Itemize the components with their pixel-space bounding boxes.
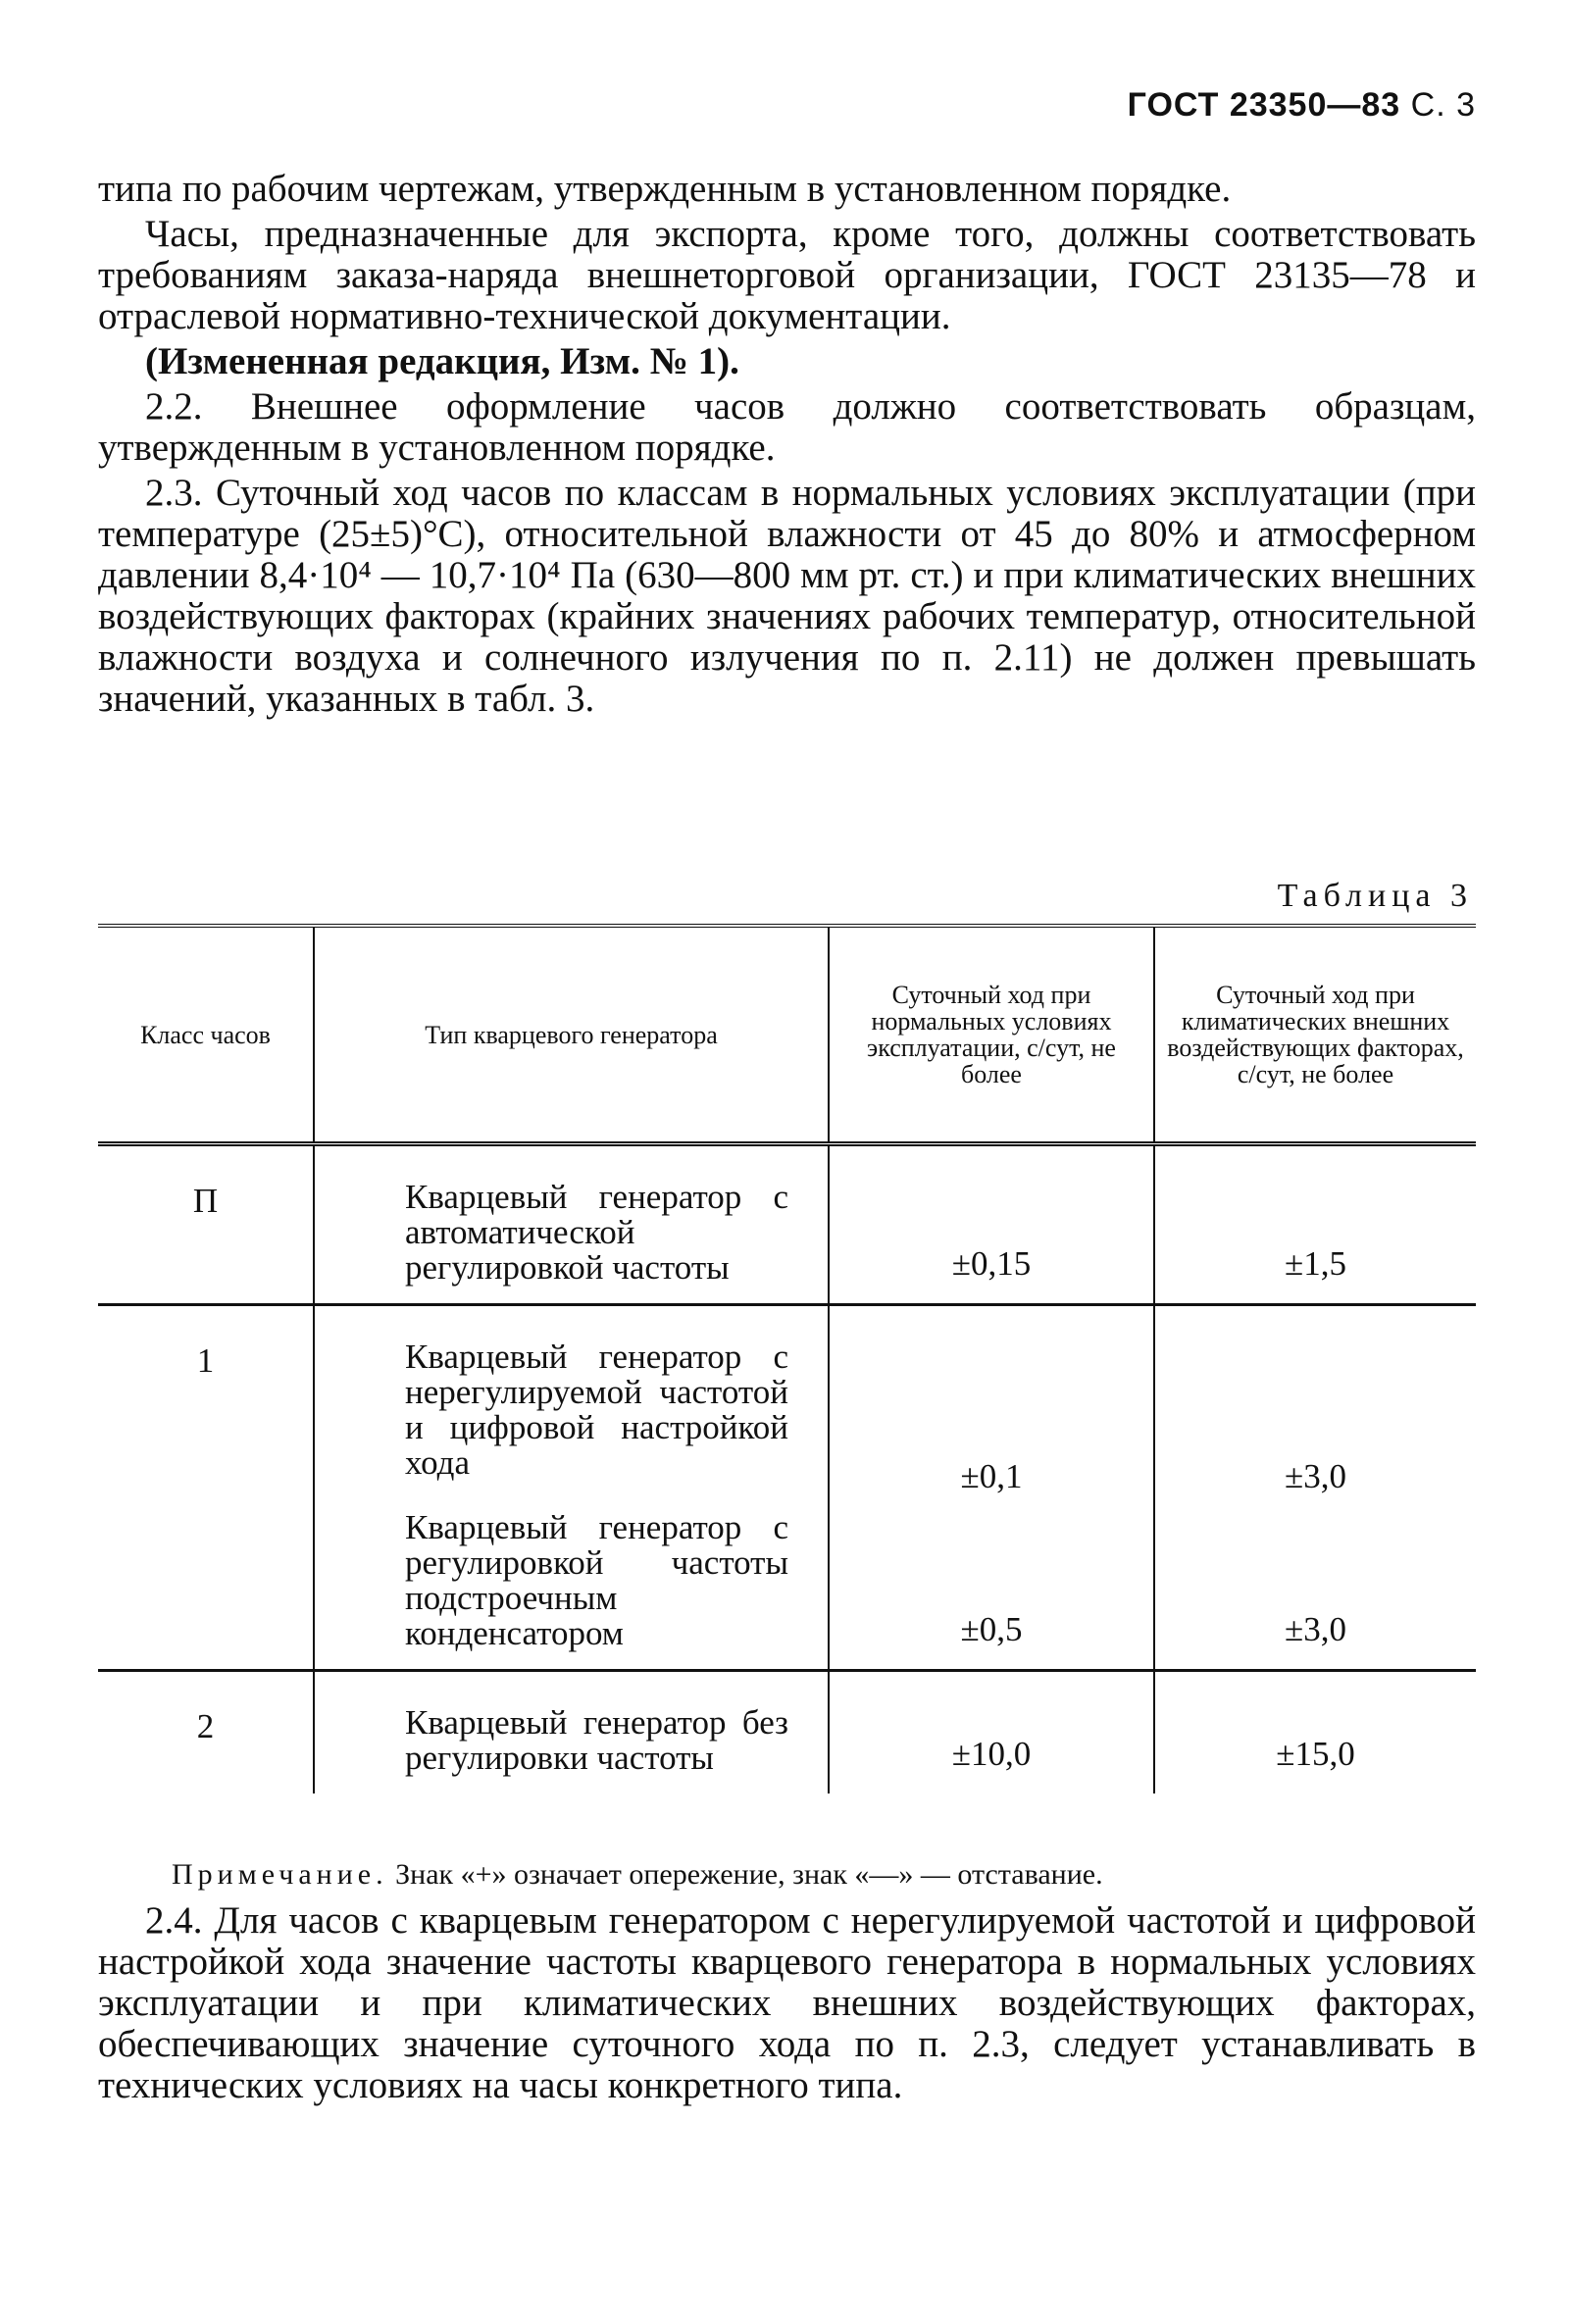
- cell-class: П: [98, 1144, 314, 1305]
- table-note: [172, 1858, 1103, 1892]
- page-number: С. 3: [1410, 86, 1476, 124]
- table-row: [98, 1671, 1476, 1794]
- body-text-top: [98, 169, 1476, 724]
- table-row: [98, 1305, 1476, 1671]
- generator-type: Кварцевый генератор с регулировкой частоты подстроечным конденсатором: [405, 1508, 788, 1652]
- generator-type: Кварцевый генератор без регулировки частоты: [405, 1703, 788, 1777]
- cell-generator: [314, 1305, 829, 1671]
- paragraph-2-4: 2.4. Для часов с кварцевым генератором с нерегулируемой частотой и цифровой настройкой хода значение частоты кварцевого генератора в нормальных условиях эксплуатации и при климатических внешних воздействующих факторах, обеспечивающих значение суточного хода по п. 2.3, следует устанавливать в технических условиях на часы конкретного типа.: [98, 1899, 1476, 2106]
- cell-normal: [829, 1305, 1154, 1671]
- standard-code: ГОСТ 23350—83: [1127, 86, 1401, 124]
- cell-normal: [829, 1144, 1154, 1305]
- paragraph-continuation: типа по рабочим чертежам, утвержденным в установленном порядке.: [98, 168, 1232, 210]
- note-label: Примечание.: [172, 1858, 388, 1891]
- value-climatic: ±3,0: [1285, 1610, 1346, 1648]
- generator-type: Кварцевый генератор с автоматической регулировкой частоты: [405, 1178, 788, 1287]
- value-normal: ±0,5: [960, 1610, 1023, 1648]
- value-normal: ±0,1: [960, 1457, 1023, 1495]
- table-row: [98, 1144, 1476, 1305]
- amendment-note: (Измененная редакция, Изм. № 1).: [145, 340, 739, 382]
- note-text: Знак «+» означает опережение, знак «—» — отставание.: [395, 1858, 1103, 1891]
- cell-generator: [314, 1144, 829, 1305]
- value-climatic: ±1,5: [1285, 1244, 1346, 1283]
- table-header-row: [98, 926, 1476, 1144]
- cell-normal: [829, 1671, 1154, 1794]
- value-climatic: ±3,0: [1285, 1457, 1346, 1495]
- table-caption: Таблица 3: [1277, 878, 1473, 914]
- header-climatic: Суточный ход при климатических внешних воздействующих факторах, с/сут, не более: [1154, 926, 1476, 1144]
- value-normal: ±0,15: [951, 1244, 1032, 1283]
- cell-class: 2: [196, 1707, 215, 1745]
- header-generator: Тип кварцевого генератора: [314, 926, 829, 1144]
- generator-type: Кварцевый генератор с нерегулируемой частотой и цифровой настройкой хода: [405, 1338, 788, 1482]
- cell-climatic: [1154, 1305, 1476, 1671]
- page-header: [1128, 86, 1476, 125]
- value-normal: ±10,0: [951, 1735, 1032, 1773]
- cell-climatic: [1154, 1144, 1476, 1305]
- cell-generator: [314, 1671, 829, 1794]
- cell-climatic: [1154, 1671, 1476, 1794]
- paragraph-2-3: 2.3. Суточный ход часов по классам в нормальных условиях эксплуатации (при температуре (25±5)°С), относительной влажности от 45 до 80% и атмосферном давлении 8,4·10⁴ — 10,7·10⁴ Па (630—800 мм рт. ст.) и при климатических внешних воздействующих факторах (крайних значениях рабочих температур, относительной влажности воздуха и солнечного излучения по п. 2.11) не должен превышать значений, указанных в табл. 3.: [98, 472, 1476, 720]
- body-text-bottom: [98, 1900, 1476, 2106]
- header-class: Класс часов: [98, 926, 314, 1144]
- header-normal: Суточный ход при нормальных условиях эксплуатации, с/сут, не более: [829, 926, 1154, 1144]
- accuracy-table: [98, 924, 1476, 1794]
- cell-class: 1: [98, 1305, 314, 1671]
- value-climatic: ±15,0: [1276, 1735, 1355, 1773]
- paragraph-export: Часы, предназначенные для экспорта, кроме того, должны соответствовать требованиям заказа-наряда внешнеторговой организации, ГОСТ 23135—78 и отраслевой нормативно-технической документации.: [98, 213, 1476, 337]
- paragraph-2-2: 2.2. Внешнее оформление часов должно соответствовать образцам, утвержденным в установленном порядке.: [98, 385, 1476, 469]
